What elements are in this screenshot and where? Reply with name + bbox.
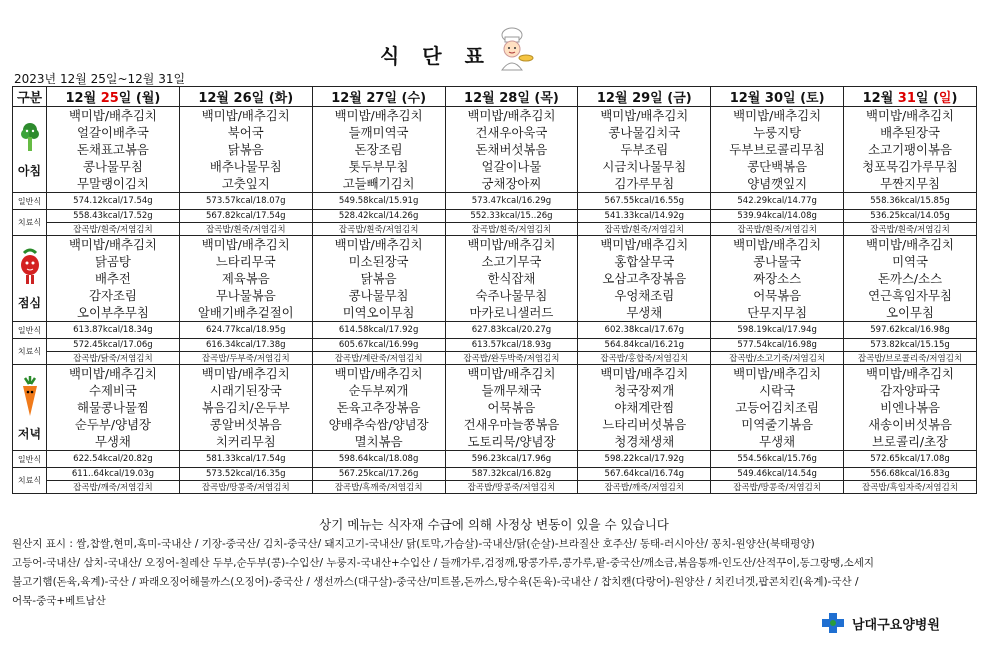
- dish-item: 백미밥/배추김치: [866, 366, 955, 381]
- day-header-post: 일 (: [517, 91, 541, 106]
- broccoli-icon: [13, 121, 46, 158]
- general-kcal-cell: 581.33kcal/17.54g: [179, 451, 312, 468]
- day-header-post: 일 (: [251, 91, 275, 106]
- dish-item: 시금치나물무침: [602, 159, 687, 174]
- dish-item: 숙주나물무침: [475, 288, 548, 303]
- dish-item: 순두부찌개: [348, 383, 409, 398]
- therapeutic-kcal-cell: 567.25kcal/17.26g: [312, 468, 445, 481]
- therapeutic-sub-row: [13, 481, 977, 494]
- day-header: [711, 87, 844, 107]
- dish-item: 콩나물무침: [82, 159, 143, 174]
- dish-item: 무생채: [94, 434, 131, 449]
- day-header: [844, 87, 977, 107]
- general-kcal-row: [13, 451, 977, 468]
- dish-item: 미소된장국: [348, 254, 409, 269]
- general-kcal-cell: 572.65kcal/17.08g: [844, 451, 977, 468]
- dish-item: 무짠지무침: [880, 176, 940, 191]
- dish-item: 백미밥/배추김치: [733, 366, 822, 381]
- day-header-post: 일 (: [650, 91, 674, 106]
- general-kcal-cell: 549.58kcal/15.91g: [312, 193, 445, 210]
- notice-text: 상기 메뉴는 식자재 수급에 의해 사정상 변동이 있을 수 있습니다: [319, 517, 669, 532]
- dish-item: 두부조림: [620, 142, 669, 157]
- dish-cell: [312, 365, 445, 451]
- day-header-num: 26: [233, 91, 252, 106]
- therapeutic-label: 치료식: [13, 339, 47, 365]
- therapeutic-kcal-cell: 572.45kcal/17.06g: [47, 339, 180, 352]
- dish-item: 돈육고추장볶음: [336, 400, 421, 415]
- dish-item: 돈채표고볶음: [77, 142, 149, 157]
- therapeutic-sub-cell: 잡곡밥/흑깨죽/저염김치: [312, 481, 445, 494]
- dish-item: 연근흑임자무침: [868, 288, 952, 303]
- dish-cell: [179, 236, 312, 322]
- therapeutic-kcal-cell: 536.25kcal/14.05g: [844, 210, 977, 223]
- dish-item: 백미밥/배추김치: [201, 108, 290, 123]
- therapeutic-kcal-cell: 549.46kcal/14.54g: [711, 468, 844, 481]
- day-header-post: 일 (: [384, 91, 408, 106]
- dish-item: 짜장소스: [753, 271, 802, 286]
- general-label: 일반식: [13, 322, 47, 339]
- dish-item: 청국장찌개: [614, 383, 675, 398]
- therapeutic-sub-cell: 잡곡밥/흰죽/저염김치: [47, 223, 180, 236]
- dish-item: 수제비국: [88, 383, 137, 398]
- day-header-close: ): [818, 91, 825, 106]
- therapeutic-kcal-cell: 541.33kcal/14.92g: [578, 210, 711, 223]
- dish-item: 야채계란찜: [614, 400, 675, 415]
- therapeutic-kcal-cell: 573.52kcal/16.35g: [179, 468, 312, 481]
- therapeutic-kcal-row: [13, 339, 977, 352]
- dish-item: 백미밥/배추김치: [733, 108, 822, 123]
- hospital-cross-icon: [820, 612, 846, 634]
- dish-item: 백미밥/배추김치: [68, 237, 157, 252]
- dish-item: 백미밥/배추김치: [467, 366, 556, 381]
- day-header: [445, 87, 578, 107]
- therapeutic-sub-cell: 잡곡밥/땅콩죽/저염김치: [445, 481, 578, 494]
- tomato-icon: [13, 247, 46, 290]
- therapeutic-sub-cell: 잡곡밥/홍합죽/저염김치: [578, 352, 711, 365]
- therapeutic-kcal-cell: 528.42kcal/14.26g: [312, 210, 445, 223]
- therapeutic-sub-row: [13, 352, 977, 365]
- dish-item: 백미밥/배추김치: [866, 108, 955, 123]
- dish-item: 고춧잎지: [221, 176, 270, 191]
- carrot-icon: [13, 374, 46, 421]
- day-header-dow: 일: [938, 91, 952, 106]
- dish-cell: [711, 107, 844, 193]
- dish-item: 무말랭이김치: [77, 176, 149, 191]
- general-kcal-cell: 614.58kcal/17.92g: [312, 322, 445, 339]
- general-kcal-cell: 598.64kcal/18.08g: [312, 451, 445, 468]
- dish-item: 감자양파국: [880, 383, 940, 398]
- date-range: 2023년 12월 25일~12월 31일: [14, 72, 186, 86]
- therapeutic-sub-cell: 잡곡밥/흰죽/저염김치: [445, 223, 578, 236]
- dish-item: 양념깻잎지: [747, 176, 808, 191]
- dish-cell: [578, 107, 711, 193]
- day-header-num: 28: [499, 91, 518, 106]
- dish-item: 백미밥/배추김치: [600, 108, 689, 123]
- therapeutic-kcal-cell: 587.32kcal/16.82g: [445, 468, 578, 481]
- header-row: [13, 87, 977, 107]
- dish-item: 미역줄기볶음: [741, 417, 814, 432]
- dish-item: 멸치볶음: [354, 434, 403, 449]
- general-kcal-cell: 558.36kcal/15.85g: [844, 193, 977, 210]
- dish-item: 어묵볶음: [487, 400, 536, 415]
- dish-item: 콩단백볶음: [747, 159, 808, 174]
- dish-item: 치커리무침: [215, 434, 276, 449]
- day-header: [578, 87, 711, 107]
- therapeutic-kcal-cell: 577.54kcal/16.98g: [711, 339, 844, 352]
- dish-item: 닭볶음: [227, 142, 264, 157]
- dish-item: 얼갈이배추국: [77, 125, 149, 140]
- dish-item: 콩알버섯볶음: [209, 417, 282, 432]
- dish-cell: [578, 365, 711, 451]
- meal-row: [13, 107, 977, 193]
- menu-table: [12, 86, 977, 494]
- dish-item: 김가루무침: [614, 176, 675, 191]
- day-header-dow: 월: [141, 91, 155, 106]
- dish-item: 홍합살무국: [614, 254, 675, 269]
- dish-item: 콩나물무침: [348, 288, 409, 303]
- dish-item: 비엔나볶음: [880, 400, 940, 415]
- dish-cell: [844, 365, 977, 451]
- therapeutic-kcal-cell: 613.57kcal/18.93g: [445, 339, 578, 352]
- dish-item: 콩나물국: [753, 254, 802, 269]
- dish-item: 알배기배추겉절이: [197, 305, 294, 320]
- therapeutic-label: 치료식: [13, 210, 47, 236]
- dish-item: 어묵볶음: [753, 288, 802, 303]
- dish-cell: [445, 365, 578, 451]
- meal-label: [13, 236, 47, 322]
- dish-item: 돈까스/소스: [878, 271, 943, 286]
- dish-item: 백미밥/배추김치: [600, 366, 689, 381]
- therapeutic-kcal-cell: 539.94kcal/14.08g: [711, 210, 844, 223]
- general-kcal-cell: 624.77kcal/18.95g: [179, 322, 312, 339]
- day-header-close: ): [552, 91, 559, 106]
- therapeutic-kcal-cell: 567.82kcal/17.54g: [179, 210, 312, 223]
- dish-item: 오이무침: [886, 305, 934, 320]
- therapeutic-sub-cell: 잡곡밥/닭죽/저염김치: [47, 352, 180, 365]
- dish-item: 누룽지탕: [753, 125, 802, 140]
- dish-item: 들깨무채국: [481, 383, 542, 398]
- dish-item: 우엉채조림: [614, 288, 675, 303]
- meal-name: 저녁: [17, 426, 42, 441]
- day-header-dow: 목: [540, 91, 553, 106]
- dish-item: 백미밥/배추김치: [201, 237, 290, 252]
- dish-item: 오이부추무침: [77, 305, 149, 320]
- day-header-num: 31: [897, 91, 916, 106]
- dish-cell: [445, 236, 578, 322]
- general-kcal-cell: 598.19kcal/17.94g: [711, 322, 844, 339]
- meal-label: [13, 107, 47, 193]
- therapeutic-kcal-cell: 558.43kcal/17.52g: [47, 210, 180, 223]
- general-kcal-cell: 596.23kcal/17.96g: [445, 451, 578, 468]
- day-header-dow: 금: [673, 91, 686, 106]
- therapeutic-kcal-row: [13, 210, 977, 223]
- origin-line: 원산지 표시 : 쌀,찹쌀,현미,흑미-국내산 / 기장-중국산/ 김치-중국산/ 돼지고기-국내산/ 닭(토막,가슴살)-국내산/닭(순살)-브라질산 호주산/ 동태-러시아산/ 꽁치-원양산(북태평양): [12, 538, 815, 550]
- dish-item: 볶음김치/온두부: [201, 400, 290, 415]
- therapeutic-sub-cell: 잡곡밥/흑임자죽/저염김치: [844, 481, 977, 494]
- therapeutic-sub-cell: 잡곡밥/브로콜리죽/저염김치: [844, 352, 977, 365]
- dish-item: 백미밥/배추김치: [201, 366, 290, 381]
- dish-item: 콩나물김치국: [608, 125, 681, 140]
- dish-item: 청포묵김가루무침: [862, 159, 958, 174]
- dish-item: 백미밥/배추김치: [334, 237, 423, 252]
- dish-item: 브로콜리/초장: [872, 434, 949, 449]
- therapeutic-kcal-cell: 573.82kcal/15.15g: [844, 339, 977, 352]
- day-header-close: ): [420, 91, 427, 106]
- dish-item: 시래기된장국: [209, 383, 282, 398]
- dish-item: 북어국: [227, 125, 264, 140]
- therapeutic-sub-cell: 잡곡밥/흰죽/저염김치: [179, 223, 312, 236]
- dish-item: 느타리버섯볶음: [602, 417, 687, 432]
- dish-item: 돈채버섯볶음: [475, 142, 548, 157]
- dish-item: 무생채: [626, 305, 663, 320]
- dish-item: 양배추숙쌈/양념장: [328, 417, 429, 432]
- therapeutic-kcal-cell: 567.64kcal/16.74g: [578, 468, 711, 481]
- general-kcal-cell: 598.22kcal/17.92g: [578, 451, 711, 468]
- origin-line: 불고기햄(돈육,육계)-국산 / 파래오징어해물까스(오징어)-중국산 / 생선까스(대구살)-중국산/미트볼,돈까스,탕수육(돈육)-국내산 / 찹치캔(다랑어)-원양산 / 치킨너겟,팝콘치킨(육계)-국산 /: [12, 576, 859, 588]
- day-header-dow: 수: [407, 91, 421, 106]
- dish-cell: [179, 107, 312, 193]
- dish-item: 단무지무침: [747, 305, 808, 320]
- day-header: [179, 87, 312, 107]
- day-header-pre: 12월: [862, 91, 898, 106]
- dish-item: 고등어김치조림: [735, 400, 820, 415]
- dish-item: 건새우아욱국: [475, 125, 548, 140]
- dish-cell: [578, 236, 711, 322]
- general-kcal-cell: 573.57kcal/18.07g: [179, 193, 312, 210]
- hospital-logo: [820, 612, 940, 634]
- day-header-pre: 12월: [65, 91, 101, 106]
- day-header-pre: 12월: [464, 91, 500, 106]
- day-header-close: ): [154, 91, 161, 106]
- meal-row: [13, 365, 977, 451]
- therapeutic-sub-row: [13, 223, 977, 236]
- dish-cell: [844, 107, 977, 193]
- therapeutic-kcal-cell: 564.84kcal/16.21g: [578, 339, 711, 352]
- dish-item: 느타리무국: [215, 254, 276, 269]
- dish-cell: [445, 107, 578, 193]
- dish-item: 궁채장아찌: [481, 176, 542, 191]
- therapeutic-kcal-cell: 552.33kcal/15..26g: [445, 210, 578, 223]
- therapeutic-kcal-cell: 611..64kcal/19.03g: [47, 468, 180, 481]
- day-header-pre: 12월: [331, 91, 367, 106]
- dish-cell: [711, 236, 844, 322]
- dish-item: 백미밥/배추김치: [866, 237, 955, 252]
- dish-item: 감자조림: [88, 288, 137, 303]
- general-kcal-cell: 602.38kcal/17.67g: [578, 322, 711, 339]
- day-header-num: 30: [764, 91, 783, 106]
- dish-item: 순두부/양념장: [74, 417, 151, 432]
- dish-item: 백미밥/배추김치: [733, 237, 822, 252]
- dish-cell: [844, 236, 977, 322]
- dish-cell: [179, 365, 312, 451]
- hospital-name: 남대구요양병원: [852, 617, 940, 633]
- therapeutic-kcal-row: [13, 468, 977, 481]
- dish-cell: [47, 107, 180, 193]
- general-kcal-cell: 574.12kcal/17.54g: [47, 193, 180, 210]
- dish-item: 돈장조림: [354, 142, 403, 157]
- general-kcal-cell: 573.47kcal/16.29g: [445, 193, 578, 210]
- general-kcal-cell: 622.54kcal/20.82g: [47, 451, 180, 468]
- dish-item: 닭곰탕: [94, 254, 131, 269]
- therapeutic-kcal-cell: 605.67kcal/16.99g: [312, 339, 445, 352]
- origin-info: [12, 535, 977, 611]
- general-kcal-cell: 627.83kcal/20.27g: [445, 322, 578, 339]
- dish-item: 건새우마늘쫑볶음: [463, 417, 560, 432]
- general-kcal-row: [13, 322, 977, 339]
- therapeutic-sub-cell: 잡곡밥/깨죽/저염김치: [578, 481, 711, 494]
- day-header-num: 27: [366, 91, 385, 106]
- day-header-pre: 12월: [729, 91, 765, 106]
- meal-name: 점심: [17, 295, 42, 310]
- dish-cell: [47, 236, 180, 322]
- dish-item: 백미밥/배추김치: [600, 237, 689, 252]
- dish-cell: [312, 236, 445, 322]
- day-header-close: ): [951, 91, 958, 106]
- day-header-pre: 12월: [198, 91, 234, 106]
- day-header-post: 일 (: [915, 91, 939, 106]
- therapeutic-sub-cell: 잡곡밥/계란죽/저염김치: [312, 352, 445, 365]
- meal-row: [13, 236, 977, 322]
- therapeutic-kcal-cell: 616.34kcal/17.38g: [179, 339, 312, 352]
- dish-item: 배추전: [94, 271, 131, 286]
- dish-item: 배추된장국: [880, 125, 940, 140]
- dish-item: 마카로니샐러드: [469, 305, 554, 320]
- day-header-num: 29: [632, 91, 651, 106]
- general-kcal-row: [13, 193, 977, 210]
- dish-item: 백미밥/배추김치: [334, 108, 423, 123]
- therapeutic-sub-cell: 잡곡밥/완두박죽/저염김치: [445, 352, 578, 365]
- day-header-close: ): [685, 91, 692, 106]
- day-header-post: 일 (: [783, 91, 807, 106]
- dish-item: 고들빼기김치: [342, 176, 415, 191]
- dish-item: 해물콩나물찜: [77, 400, 149, 415]
- general-kcal-cell: 554.56kcal/15.76g: [711, 451, 844, 468]
- general-kcal-cell: 597.62kcal/16.98g: [844, 322, 977, 339]
- therapeutic-sub-cell: 잡곡밥/두부죽/저염김치: [179, 352, 312, 365]
- general-label: 일반식: [13, 193, 47, 210]
- page-title: 식 단 표: [380, 44, 492, 68]
- dish-item: 닭볶음: [360, 271, 397, 286]
- dish-item: 청경채생채: [614, 434, 675, 449]
- dish-item: 오삼고추장볶음: [602, 271, 687, 286]
- corner-cell: 구분: [13, 87, 47, 107]
- dish-cell: [47, 365, 180, 451]
- therapeutic-sub-cell: 잡곡밥/흰죽/저염김치: [844, 223, 977, 236]
- therapeutic-sub-cell: 잡곡밥/소고기죽/저염김치: [711, 352, 844, 365]
- general-kcal-cell: 613.87kcal/18.34g: [47, 322, 180, 339]
- dish-cell: [312, 107, 445, 193]
- dish-item: 미역국: [892, 254, 928, 269]
- therapeutic-sub-cell: 잡곡밥/흰죽/저염김치: [312, 223, 445, 236]
- day-header: [47, 87, 180, 107]
- dish-item: 백미밥/배추김치: [334, 366, 423, 381]
- therapeutic-sub-cell: 잡곡밥/흰죽/저염김치: [711, 223, 844, 236]
- therapeutic-sub-cell: 잡곡밥/깨죽/저염김치: [47, 481, 180, 494]
- dish-item: 백미밥/배추김치: [467, 108, 556, 123]
- dish-item: 배추나물무침: [209, 159, 282, 174]
- dish-item: 소고기무국: [481, 254, 542, 269]
- origin-line: 어묵-중국+베트남산: [12, 595, 106, 607]
- dish-item: 백미밥/배추김치: [68, 108, 157, 123]
- therapeutic-sub-cell: 잡곡밥/땅콩죽/저염김치: [711, 481, 844, 494]
- dish-item: 한식잡채: [487, 271, 536, 286]
- therapeutic-sub-cell: 잡곡밥/땅콩죽/저염김치: [179, 481, 312, 494]
- dish-item: 백미밥/배추김치: [68, 366, 157, 381]
- meal-label: [13, 365, 47, 451]
- therapeutic-sub-cell: 잡곡밥/흰죽/저염김치: [578, 223, 711, 236]
- dish-item: 도토리묵/양념장: [467, 434, 556, 449]
- day-header-dow: 토: [806, 91, 819, 106]
- dish-item: 소고기팽이볶음: [868, 142, 952, 157]
- general-kcal-cell: 542.29kcal/14.77g: [711, 193, 844, 210]
- day-header-pre: 12월: [596, 91, 633, 106]
- dish-item: 백미밥/배추김치: [467, 237, 556, 252]
- dish-item: 톳두부무침: [348, 159, 409, 174]
- dish-item: 무생채: [759, 434, 796, 449]
- chef-icon: [490, 26, 536, 72]
- day-header-post: 일 (: [118, 91, 142, 106]
- dish-item: 들깨미역국: [348, 125, 409, 140]
- meal-name: 아침: [17, 163, 42, 178]
- dish-item: 얼갈이나물: [481, 159, 542, 174]
- day-header-num: 25: [100, 91, 119, 106]
- general-label: 일반식: [13, 451, 47, 468]
- dish-item: 시락국: [759, 383, 796, 398]
- origin-line: 고등어-국내산/ 삼치-국내산/ 오징어-칠레산 두부,순두부(콩)-수입산/ 누룽지-국내산+수입산 / 들깨가루,검정깨,땅콩가루,콩가루,팥-중국산/깨소금,볶음통깨-인도산/산적꾸이,동그랑땡,소세지: [12, 557, 875, 569]
- therapeutic-kcal-cell: 556.68kcal/16.83g: [844, 468, 977, 481]
- dish-item: 제육볶음: [221, 271, 270, 286]
- day-header-dow: 화: [274, 91, 288, 106]
- day-header-close: ): [287, 91, 294, 106]
- dish-item: 미역오이무침: [342, 305, 415, 320]
- day-header: [312, 87, 445, 107]
- therapeutic-label: 치료식: [13, 468, 47, 494]
- dish-item: 무나물볶음: [215, 288, 276, 303]
- general-kcal-cell: 567.55kcal/16.55g: [578, 193, 711, 210]
- dish-item: 두부브로콜리무침: [729, 142, 826, 157]
- dish-cell: [711, 365, 844, 451]
- dish-item: 새송이버섯볶음: [868, 417, 952, 432]
